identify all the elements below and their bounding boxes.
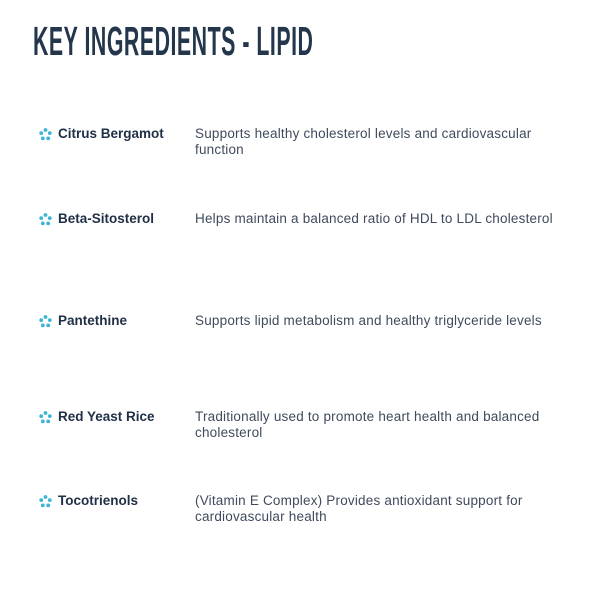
- ingredient-name: Citrus Bergamot: [58, 126, 164, 141]
- ingredient-description: (Vitamin E Complex) Provides antioxidant support for cardiovascular health: [195, 493, 523, 524]
- flower-dots-icon: [39, 495, 52, 508]
- flower-dots-icon: [39, 315, 52, 328]
- ingredient-name: Tocotrienols: [58, 493, 139, 508]
- flower-dots-icon: [39, 128, 52, 141]
- flower-dots-icon: [39, 411, 52, 424]
- ingredient-description: Helps maintain a balanced ratio of HDL to LDL cholesterol: [195, 211, 553, 226]
- ingredient-name: Red Yeast Rice: [58, 409, 155, 424]
- page-title: KEY INGREDIENTS - LIPID: [33, 18, 314, 64]
- flower-dots-icon: [39, 213, 52, 226]
- ingredient-description: Supports lipid metabolism and healthy triglyceride levels: [195, 313, 542, 328]
- ingredient-description: Supports healthy cholesterol levels and cardiovascular function: [195, 126, 532, 157]
- ingredient-name: Pantethine: [58, 313, 128, 328]
- ingredient-description: Traditionally used to promote heart health and balanced cholesterol: [195, 409, 540, 440]
- ingredient-name: Beta-Sitosterol: [58, 211, 155, 226]
